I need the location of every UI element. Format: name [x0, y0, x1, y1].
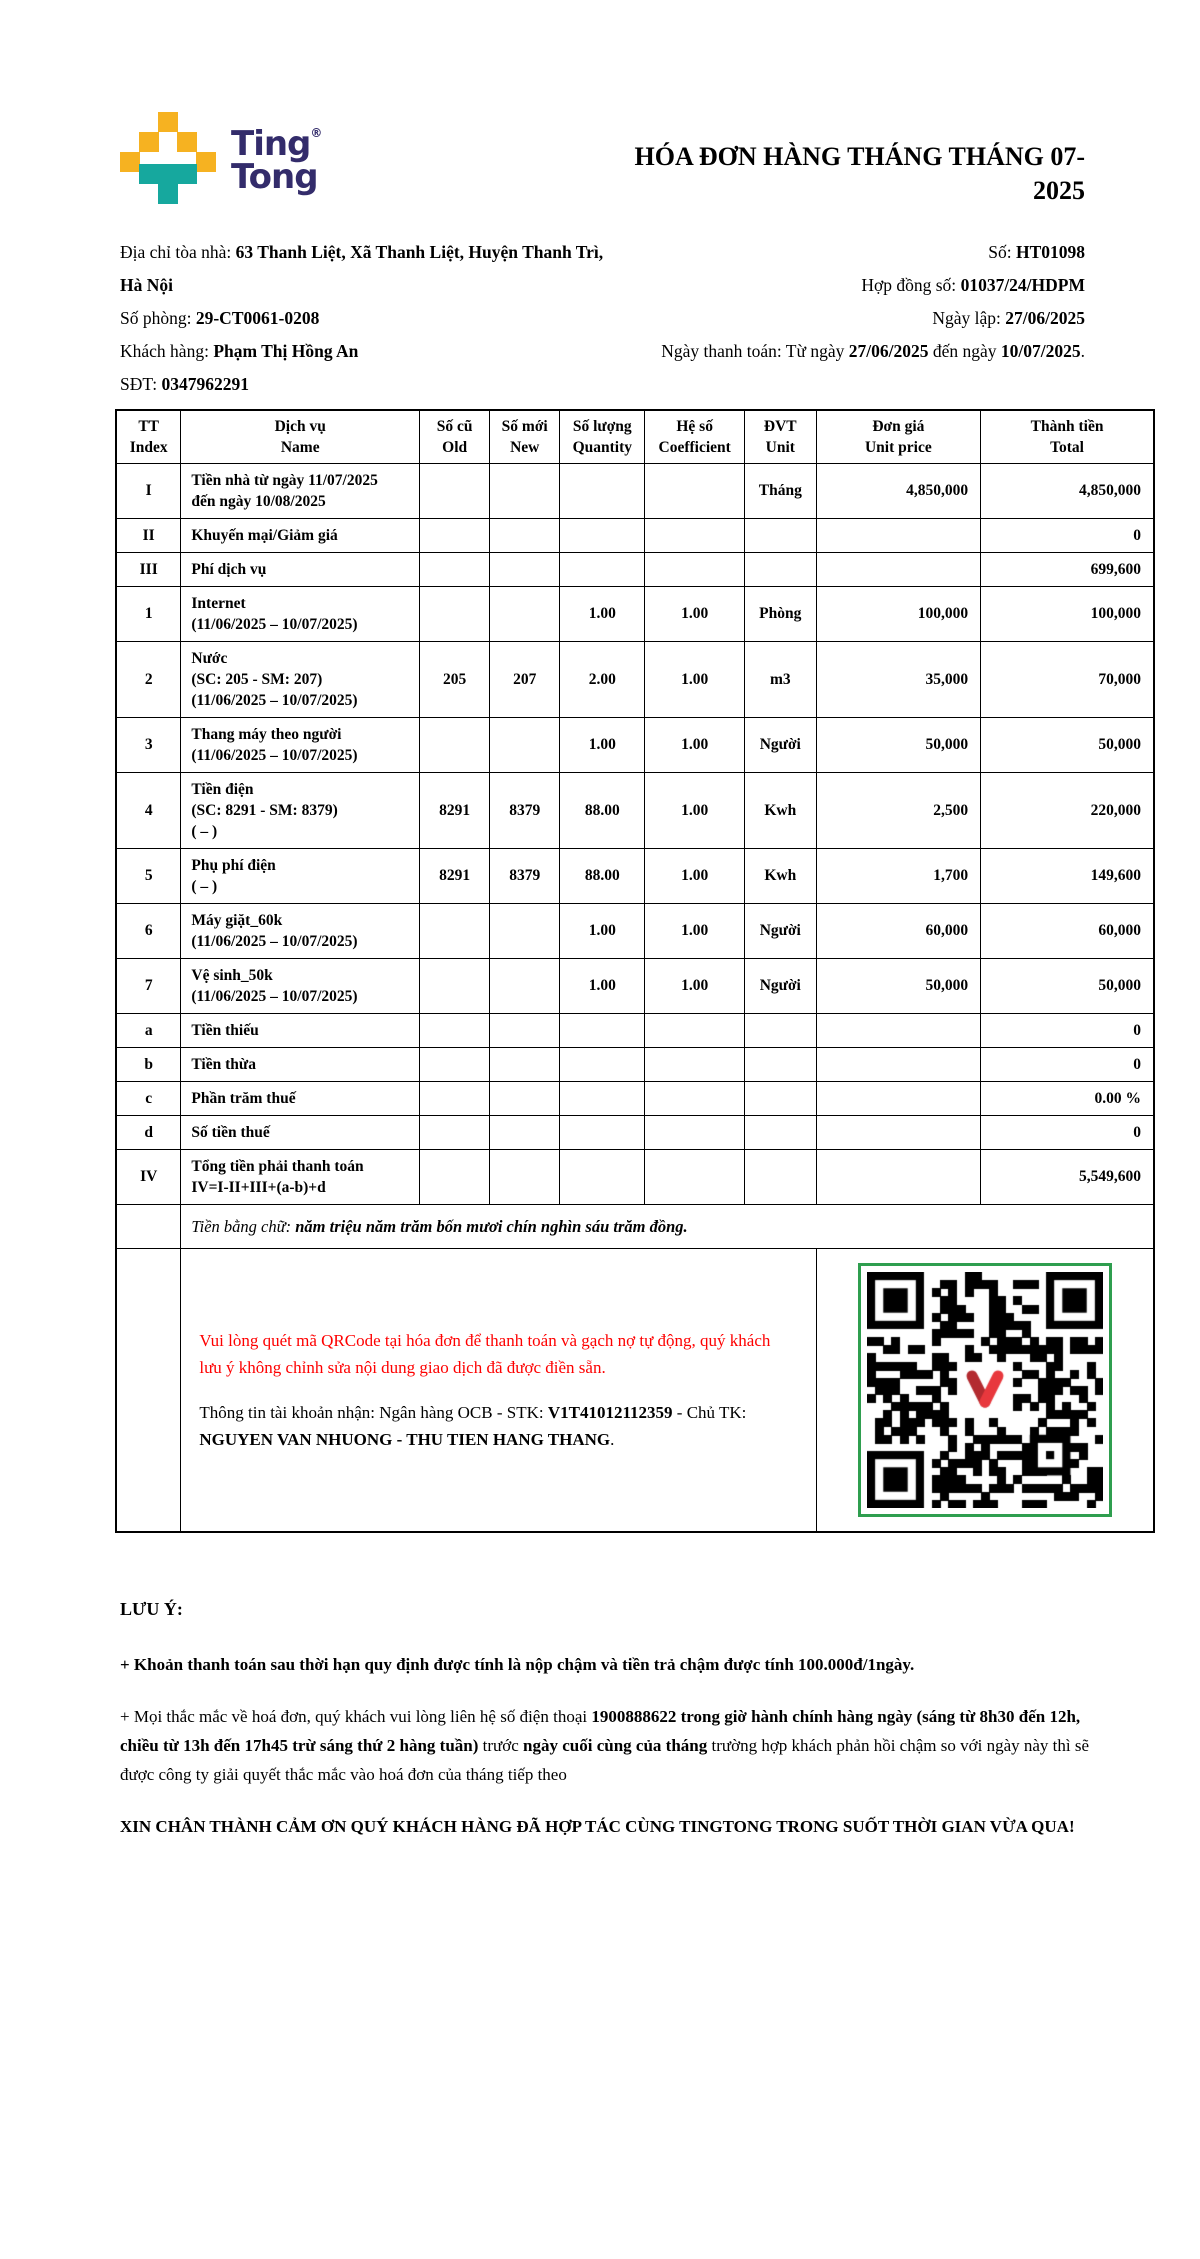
text-segment: 27/06/2025: [1005, 307, 1085, 328]
thank-you-note: XIN CHÂN THÀNH CẢM ƠN QUÝ KHÁCH HÀNG ĐÃ HỢP TÁC CÙNG TINGTONG TRONG SUỐT THỜI GIAN VỪA QUA!: [120, 1817, 1075, 1837]
service-name-line: Tổng tiền phải thanh toán: [191, 1157, 364, 1175]
unit-cell: Tháng: [744, 463, 816, 518]
table-row: [116, 552, 1154, 586]
row-index-cell: b: [116, 1047, 181, 1081]
old-reading-cell: 8291: [420, 848, 490, 903]
old-reading-cell: 8291: [420, 772, 490, 848]
page-header: [0, 0, 1200, 208]
unit-price-cell: 50,000: [816, 717, 981, 772]
service-name-line: (11/06/2025 – 10/07/2025): [191, 746, 358, 764]
unit-price-cell: [816, 1013, 981, 1047]
service-name-line: Máy giặt_60k: [191, 911, 283, 929]
qr-instructions-cell: [181, 1248, 816, 1532]
coefficient-cell: 1.00: [645, 772, 745, 848]
service-name-line: (11/06/2025 – 10/07/2025): [191, 932, 358, 950]
unit-cell: Người: [744, 958, 816, 1013]
table-row: [116, 641, 1154, 717]
text-segment: Thông tin tài khoản nhận: Ngân hàng OCB - STK:: [199, 1402, 548, 1422]
logo-square: [158, 112, 178, 132]
quantity-cell: [560, 1047, 645, 1081]
service-name-cell: [181, 1115, 420, 1149]
unit-price-cell: 60,000: [816, 903, 981, 958]
unit-price-cell: [816, 1149, 981, 1204]
service-name-line: (11/06/2025 – 10/07/2025): [191, 691, 358, 709]
unit-cell: Kwh: [744, 848, 816, 903]
coefficient-cell: [645, 1149, 745, 1204]
qr-code-cell: [816, 1248, 1154, 1532]
brand-wordmark: [231, 112, 323, 198]
bank-account-info: [199, 1399, 795, 1453]
new-reading-cell: [490, 1115, 560, 1149]
row-index-cell: 3: [116, 717, 181, 772]
hotline-note: [120, 1702, 1105, 1789]
quantity-cell: [560, 463, 645, 518]
row-index-cell: d: [116, 1115, 181, 1149]
unit-cell: [744, 1013, 816, 1047]
old-reading-cell: [420, 552, 490, 586]
text-segment: 0347962291: [161, 373, 249, 394]
service-name-cell: [181, 958, 420, 1013]
service-name-line: Tiền thừa: [191, 1055, 256, 1073]
old-reading-cell: 205: [420, 641, 490, 717]
coefficient-cell: 1.00: [645, 641, 745, 717]
logo-square: [177, 132, 197, 152]
service-name-cell: [181, 641, 420, 717]
new-reading-cell: 207: [490, 641, 560, 717]
service-name-cell: [181, 848, 420, 903]
text-segment: 10/07/2025: [1000, 340, 1081, 361]
invoice-table: [115, 409, 1155, 1534]
service-name-line: ( – ): [191, 822, 218, 840]
service-name-line: ( – ): [191, 877, 218, 895]
coefficient-cell: [645, 1013, 745, 1047]
row-index-cell: IV: [116, 1149, 181, 1204]
col-header-coefficient: Hệ số Coefficient: [645, 410, 745, 464]
table-row: [116, 1081, 1154, 1115]
registered-mark-icon: ®: [310, 126, 323, 140]
new-reading-cell: [490, 1149, 560, 1204]
text-segment: 27/06/2025: [848, 340, 929, 361]
header-row: [116, 410, 1154, 464]
service-name-line: đến ngày 10/08/2025: [191, 492, 326, 510]
logo-square: [120, 152, 140, 172]
table-row: [116, 717, 1154, 772]
text-segment: ngày cuối cùng của tháng: [523, 1736, 708, 1756]
qr-code-frame: [858, 1263, 1112, 1517]
invoice-table-wrap: [115, 409, 1155, 1534]
service-name-cell: [181, 1047, 420, 1081]
room-number-line: [120, 302, 612, 335]
table-row: [116, 463, 1154, 518]
invoice-title: HÓA ĐƠN HÀNG THÁNG THÁNG 07-2025: [634, 142, 1085, 205]
qr-scan-note: [199, 1327, 795, 1381]
table-row: [116, 772, 1154, 848]
text-segment: Ngày lập:: [932, 307, 1006, 328]
service-name-line: (SC: 205 - SM: 207): [191, 670, 323, 688]
unit-price-cell: [816, 1115, 981, 1149]
service-name-cell: [181, 463, 420, 518]
service-name-line: Internet: [191, 594, 246, 612]
unit-price-cell: [816, 1047, 981, 1081]
col-header-old: Số cũ Old: [420, 410, 490, 464]
brand-logo: [120, 112, 322, 204]
logo-stem: [158, 184, 178, 204]
total-cell: 0: [981, 1047, 1154, 1081]
old-reading-cell: [420, 1115, 490, 1149]
service-name-line: Tiền nhà từ ngày 11/07/2025: [191, 471, 378, 489]
quantity-cell: [560, 1081, 645, 1115]
empty-cell: [116, 1248, 181, 1532]
coefficient-cell: 1.00: [645, 586, 745, 641]
notes-heading: LƯU Ý:: [120, 1599, 183, 1620]
text-segment: 01037/24/HDPM: [960, 274, 1085, 295]
quantity-cell: 1.00: [560, 903, 645, 958]
text-segment: Ngày thanh toán: Từ ngày: [661, 340, 849, 361]
service-name-line: Nước: [191, 649, 228, 667]
new-reading-cell: [490, 903, 560, 958]
new-reading-cell: [490, 518, 560, 552]
total-cell: 5,549,600: [981, 1149, 1154, 1204]
col-header-unit-price: Đơn giá Unit price: [816, 410, 981, 464]
coefficient-cell: [645, 1081, 745, 1115]
invoice-table-extra: [116, 1204, 1154, 1532]
unit-cell: Kwh: [744, 772, 816, 848]
new-reading-cell: 8379: [490, 848, 560, 903]
text-segment: Hợp đồng số:: [861, 274, 961, 295]
unit-cell: Phòng: [744, 586, 816, 641]
service-name-line: Phí dịch vụ: [191, 560, 267, 578]
quantity-cell: [560, 552, 645, 586]
text-segment: HT01098: [1015, 241, 1085, 262]
service-name-line: Vệ sinh_50k: [191, 966, 273, 984]
service-name-line: Tiền điện: [191, 780, 254, 798]
text-segment: .: [610, 1429, 615, 1449]
row-index-cell: 6: [116, 903, 181, 958]
unit-price-cell: 1,700: [816, 848, 981, 903]
invoice-info-section: [0, 208, 1200, 401]
row-index-cell: a: [116, 1013, 181, 1047]
amount-in-words-cell: [181, 1204, 1154, 1248]
coefficient-cell: 1.00: [645, 903, 745, 958]
new-reading-cell: [490, 1081, 560, 1115]
service-name-cell: [181, 1081, 420, 1115]
total-cell: 100,000: [981, 586, 1154, 641]
contract-number-line: [661, 269, 1085, 302]
old-reading-cell: [420, 717, 490, 772]
old-reading-cell: [420, 1047, 490, 1081]
qr-code-image: [867, 1272, 1103, 1508]
coefficient-cell: 1.00: [645, 717, 745, 772]
coefficient-cell: [645, 518, 745, 552]
service-name-line: (11/06/2025 – 10/07/2025): [191, 987, 358, 1005]
old-reading-cell: [420, 1013, 490, 1047]
old-reading-cell: [420, 958, 490, 1013]
col-header-new: Số mới New: [490, 410, 560, 464]
footer-notes: [0, 1533, 1200, 1841]
service-name-cell: [181, 586, 420, 641]
coefficient-cell: [645, 552, 745, 586]
new-reading-cell: [490, 1013, 560, 1047]
quantity-cell: 1.00: [560, 586, 645, 641]
service-name-cell: [181, 772, 420, 848]
table-row: [116, 958, 1154, 1013]
service-name-line: (SC: 8291 - SM: 8379): [191, 801, 338, 819]
service-name-cell: [181, 903, 420, 958]
invoice-number-line: [661, 236, 1085, 269]
quantity-cell: 1.00: [560, 958, 645, 1013]
unit-cell: [744, 1149, 816, 1204]
coefficient-cell: [645, 463, 745, 518]
text-segment: Địa chỉ tòa nhà:: [120, 241, 236, 262]
service-name-cell: [181, 1013, 420, 1047]
logo-square: [196, 152, 216, 172]
logo-square: [139, 132, 159, 152]
table-row: [116, 1149, 1154, 1204]
service-name-line: IV=I-II+III+(a-b)+d: [191, 1178, 326, 1196]
quantity-cell: 88.00: [560, 848, 645, 903]
logo-bar: [139, 164, 197, 184]
unit-price-cell: 2,500: [816, 772, 981, 848]
new-reading-cell: [490, 958, 560, 1013]
table-row: [116, 586, 1154, 641]
text-segment: Số phòng:: [120, 307, 196, 328]
old-reading-cell: [420, 586, 490, 641]
row-index-cell: 4: [116, 772, 181, 848]
total-cell: 149,600: [981, 848, 1154, 903]
row-index-cell: 2: [116, 641, 181, 717]
row-index-cell: c: [116, 1081, 181, 1115]
text-segment: NGUYEN VAN NHUONG - THU TIEN HANG THANG: [199, 1429, 611, 1449]
old-reading-cell: [420, 1149, 490, 1204]
unit-cell: [744, 1047, 816, 1081]
unit-price-cell: 100,000: [816, 586, 981, 641]
unit-cell: [744, 518, 816, 552]
col-header-name: Dịch vụ Name: [181, 410, 420, 464]
phone-line: [120, 368, 612, 401]
unit-cell: [744, 552, 816, 586]
total-cell: 0.00 %: [981, 1081, 1154, 1115]
row-index-cell: III: [116, 552, 181, 586]
service-name-cell: [181, 717, 420, 772]
unit-price-cell: [816, 552, 981, 586]
text-segment: trường hợp khách phản hồi chậm so với ngày này thì sẽ được công ty giải quyết thắc mắc vào hoá đơn của tháng tiếp theo: [120, 1736, 1090, 1785]
total-cell: 0: [981, 518, 1154, 552]
unit-price-cell: 35,000: [816, 641, 981, 717]
text-segment: Vui lòng quét mã QRCode tại hóa đơn để thanh toán và gạch nợ tự động, quý khách lưu ý không chỉnh sửa nội dung giao dịch đã được điền sẵn.: [199, 1330, 771, 1377]
row-index-cell: 7: [116, 958, 181, 1013]
row-index-cell: I: [116, 463, 181, 518]
brand-word-line1: Ting®: [231, 124, 323, 164]
table-row: [116, 848, 1154, 903]
quantity-cell: [560, 1013, 645, 1047]
service-name-line: Phụ phí điện: [191, 856, 276, 874]
text-segment: .: [1080, 340, 1085, 361]
new-reading-cell: [490, 1047, 560, 1081]
total-cell: 60,000: [981, 903, 1154, 958]
total-cell: 220,000: [981, 772, 1154, 848]
unit-price-cell: 50,000: [816, 958, 981, 1013]
service-name-line: Số tiền thuế: [191, 1123, 270, 1141]
table-row: [116, 1047, 1154, 1081]
payment-period-line: [661, 335, 1085, 368]
qr-row: [116, 1248, 1154, 1532]
service-name-cell: [181, 1149, 420, 1204]
text-segment: Tiền bằng chữ:: [191, 1216, 296, 1236]
text-segment: năm triệu năm trăm bốn mươi chín nghìn sáu trăm đồng.: [295, 1216, 688, 1236]
unit-cell: [744, 1115, 816, 1149]
service-name-line: Phần trăm thuế: [191, 1089, 296, 1107]
col-header-total: Thành tiền Total: [981, 410, 1154, 464]
total-cell: 0: [981, 1013, 1154, 1047]
service-name-line: Tiền thiếu: [191, 1021, 259, 1039]
table-row: [116, 1013, 1154, 1047]
row-index-cell: 5: [116, 848, 181, 903]
new-reading-cell: 8379: [490, 772, 560, 848]
new-reading-cell: [490, 463, 560, 518]
col-header-unit: ĐVT Unit: [744, 410, 816, 464]
total-cell: 0: [981, 1115, 1154, 1149]
text-segment: 29-CT0061-0208: [195, 307, 320, 328]
service-name-line: Thang máy theo người: [191, 725, 342, 743]
customer-info-block: [120, 236, 612, 401]
text-segment: Phạm Thị Hồng An: [213, 340, 359, 361]
unit-price-cell: 4,850,000: [816, 463, 981, 518]
coefficient-cell: 1.00: [645, 958, 745, 1013]
invoice-meta-block: [661, 236, 1085, 401]
text-segment: - Chủ TK:: [672, 1402, 747, 1422]
coefficient-cell: [645, 1115, 745, 1149]
quantity-cell: 88.00: [560, 772, 645, 848]
quantity-cell: [560, 1115, 645, 1149]
invoice-table-head: [116, 410, 1154, 464]
text-segment: trước: [478, 1736, 524, 1756]
unit-price-cell: [816, 1081, 981, 1115]
old-reading-cell: [420, 463, 490, 518]
customer-name-line: [120, 335, 612, 368]
total-cell: 50,000: [981, 717, 1154, 772]
table-row: [116, 903, 1154, 958]
text-segment: Số:: [988, 241, 1016, 262]
table-row: [116, 1115, 1154, 1149]
text-segment: 1900888622 trong giờ hành chính hàng ngày (sáng từ 8h30 đến 12h, chiều từ 13h đến 17h45 trừ sáng thứ 2 hàng tuần): [120, 1707, 1081, 1756]
table-row: [116, 518, 1154, 552]
text-segment: SĐT:: [120, 373, 162, 394]
new-reading-cell: [490, 586, 560, 641]
issue-date-line: [661, 302, 1085, 335]
total-cell: 699,600: [981, 552, 1154, 586]
row-index-cell: 1: [116, 586, 181, 641]
text-segment: V1T41012112359: [547, 1402, 673, 1422]
old-reading-cell: [420, 518, 490, 552]
quantity-cell: 1.00: [560, 717, 645, 772]
coefficient-cell: [645, 1047, 745, 1081]
unit-cell: m3: [744, 641, 816, 717]
text-segment: Khách hàng:: [120, 340, 214, 361]
service-name-line: (11/06/2025 – 10/07/2025): [191, 615, 358, 633]
row-index-cell: II: [116, 518, 181, 552]
empty-cell: [116, 1204, 181, 1248]
unit-cell: Người: [744, 717, 816, 772]
service-name-cell: [181, 518, 420, 552]
brand-word-line2: Tong: [231, 157, 318, 198]
col-header-quantity: Số lượng Quantity: [560, 410, 645, 464]
late-payment-note: + Khoản thanh toán sau thời hạn quy định được tính là nộp chậm và tiền trả chậm được tính 100.000đ/1ngày.: [120, 1655, 915, 1675]
new-reading-cell: [490, 717, 560, 772]
old-reading-cell: [420, 903, 490, 958]
unit-cell: [744, 1081, 816, 1115]
total-cell: 50,000: [981, 958, 1154, 1013]
total-cell: 70,000: [981, 641, 1154, 717]
quantity-cell: 2.00: [560, 641, 645, 717]
text-segment: đến ngày: [928, 340, 1001, 361]
old-reading-cell: [420, 1081, 490, 1115]
building-address-line: [120, 236, 612, 302]
text-segment: 63 Thanh Liệt, Xã Thanh Liệt, Huyện Thanh Trì,: [235, 241, 604, 262]
unit-cell: Người: [744, 903, 816, 958]
unit-price-cell: [816, 518, 981, 552]
total-cell: 4,850,000: [981, 463, 1154, 518]
service-name-cell: [181, 552, 420, 586]
coefficient-cell: 1.00: [645, 848, 745, 903]
tingtong-logo-icon: [120, 112, 216, 204]
invoice-table-body: [116, 463, 1154, 1204]
col-header-index: TT Index: [116, 410, 181, 464]
service-name-line: Khuyến mại/Giảm giá: [191, 526, 338, 544]
quantity-cell: [560, 518, 645, 552]
amount-in-words-row: [116, 1204, 1154, 1248]
text-segment: + Mọi thắc mắc về hoá đơn, quý khách vui lòng liên hệ số điện thoại: [120, 1707, 592, 1727]
new-reading-cell: [490, 552, 560, 586]
quantity-cell: [560, 1149, 645, 1204]
text-segment: Hà Nội: [120, 274, 173, 295]
